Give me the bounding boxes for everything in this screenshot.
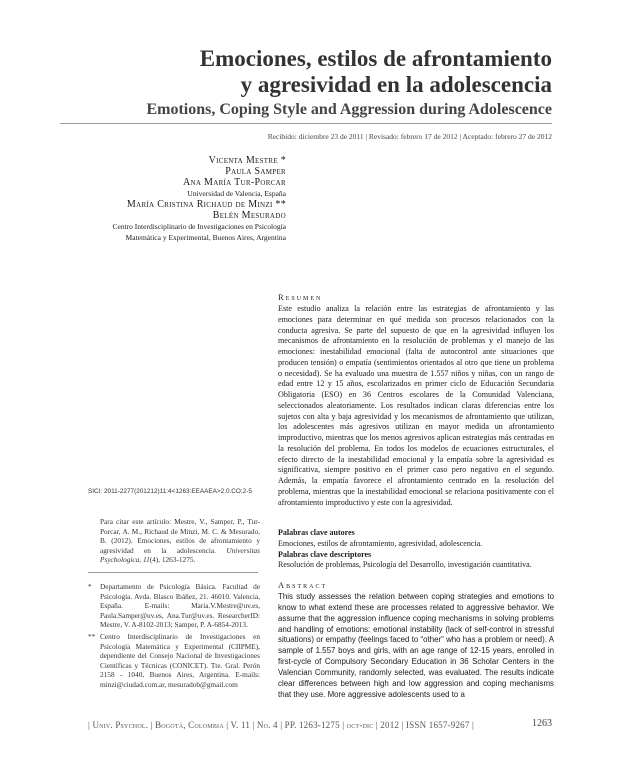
author-block xyxy=(113,155,287,243)
author-samper: Paula Samper xyxy=(225,166,286,177)
affiliation-ciipme-line1: Centro Interdisciplinario de Investigaciones en Psicología xyxy=(112,222,286,231)
resumen-heading: Resumen xyxy=(278,292,323,302)
title-spanish-line2: y agresividad en la adolescencia xyxy=(240,72,552,97)
footnote-rule xyxy=(88,572,258,573)
affiliation-valencia: Universidad de Valencia, España xyxy=(187,189,286,198)
keywords-descriptors-heading: Palabras clave descriptores xyxy=(278,549,372,559)
keywords-descriptors: Resolución de problemas, Psicología del Desarrollo, investigación cuantitativa. xyxy=(278,560,532,570)
keywords-authors: Emociones, estilos de afrontamiento, agresividad, adolescencia. xyxy=(278,538,483,548)
citation-text: Para citar este artículo: Mestre, V., Samper, P., Tur-Porcar, A. M., Richaud de Minzi, M. C. & Mesurado, B. (2012). Emociones, estilos de afrontamiento y agresividad en la adolescencia. xyxy=(100,517,260,555)
author-mestre: Vicenta Mestre * xyxy=(208,155,286,166)
keywords-authors-heading: Palabras clave autores xyxy=(278,528,355,537)
title-spanish-line1: Emociones, estilos de afrontamiento xyxy=(199,46,552,71)
abstract-heading: Abstract xyxy=(278,580,328,590)
resumen-text: Este estudio analiza la relación entre las estrategias de afrontamiento y las emociones para determinar en qué medida son procesos relacionados con la conducta agresiva. Se parte del supuesto de que en la agresividad influyen los mecanismos de afrontamiento en la resolución de problemas y el manejo de las emociones: inestabilidad emocional (falta de autocontrol ante situaciones que producen tensión) o empatía (sentimientos orientados al otro que tiene un problema o necesidad). Se ha evaluado una muestra de 1.557 niños y niñas, con un rango de edad entre 12 y 15 años, escolarizados en primer ciclo de Educación Secundaria Obligatoria (ESO) en 36 Centros escolares de la Comunidad Valenciana, seleccionados aleatoriamente. Los resultados indican claras diferencias entre los sujetos con alta y baja agresividad y los mecanismos de afrontamiento que utilizan, los adolescentes más agresivos utilizan en mayor medida un afrontamiento improductivo, mientras que los menos agresivos aplican estrategias más centradas en la resolución del problema. En todos los modelos de ecuaciones estructurales, el efecto directo de la inestabilidad emocional y la empatía sobre la agresividad es significativa, siempre positivo en el primer caso pero negativo en el segundo. Además, la empatía favorece el afrontamiento centrado en la resolución del problema, mientras que la inestabilidad emocional se relaciona positivamente con el afrontamiento improductivo y este con la agresividad. xyxy=(278,304,554,507)
footnote2-text: Centro Interdisciplinario de Investigaciones en Psicología Matemática y Experimental (CIIPME), dependiente del Consejo Nacional de Investigaciones Científicas y Técnicas (CONICET). Tte. Gral. Perón 2158 - 1040, Buenos Aires, Argentina. E-mails: minzi@ciudad.com.ar, mesuradob@gmail.com xyxy=(100,632,260,689)
journal-footer: | Univ. Psychol. | Bogotá, Colombia | V. 11 | No. 4 | PP. 1263-1275 | oct-dic | 2012 | ISSN 1657-9267 | xyxy=(88,720,475,730)
footnote2-mark: ** xyxy=(88,632,96,641)
citation-journal: Universitas Psychologica, 11 xyxy=(100,545,260,564)
affiliation-ciipme-line2: Matemática y Experimental, Buenos Aires, Argentina xyxy=(125,233,286,242)
header-rule xyxy=(60,123,552,124)
title-english: Emotions, Coping Style and Aggression during Adolescence xyxy=(146,101,552,118)
citation-tail: (4), 1263-1275. xyxy=(149,555,196,564)
citation-note xyxy=(100,517,260,565)
abstract-text: This study assesses the relation between coping strategies and emotions to know to what extend these are processes related to aggressive behavior. We assume that the aggression influence coping mechanisms in solving problems and handling of emotions: emotional instability (lack of self-control in stressful situations) or empathy (feelings faced to “other” who has a problem or need). A sample of 1.557 boys and girls, with an age range of 12-15 years, enrolled in first-cycle of Compulsory Secondary Education in 36 Scholar Centers in the Valencian Community, randomly selected, was evaluated. The results indicate clear differences between high and low aggression and coping mechanisms that they use. More aggressive adolescents used to a xyxy=(278,592,554,699)
author-mesurado: Belén Mesurado xyxy=(212,210,286,221)
author-tur-porcar: Ana María Tur-Porcar xyxy=(183,177,286,188)
resumen-keywords xyxy=(278,528,554,571)
sici-code: SICI: 2011-2277(201212)11:4<1263:EEAAEA>2.0.CO;2-5 xyxy=(88,488,252,495)
page-number: 1263 xyxy=(532,718,552,729)
footnote1-text: Departamento de Psicología Básica. Facultad de Psicología. Avda. Blasco Ibáñez, 21. 46010. Valencia, España. E-mails: Maria.V.Mestre@uv.es, Paula.Samper@uv.es, Ana.Tur@uv.es. ResearcherID: Mestre, V. A-8102-2013; Samper, P. A-6854-2013. xyxy=(100,582,260,629)
footnote1-mark: * xyxy=(88,582,92,591)
received-dates: Recibido: diciembre 23 de 2011 | Revisado: febrero 17 de 2012 | Aceptado: febrero 27 de 2012 xyxy=(267,132,552,141)
author-richaud: María Cristina Richaud de Minzi ** xyxy=(126,199,286,210)
